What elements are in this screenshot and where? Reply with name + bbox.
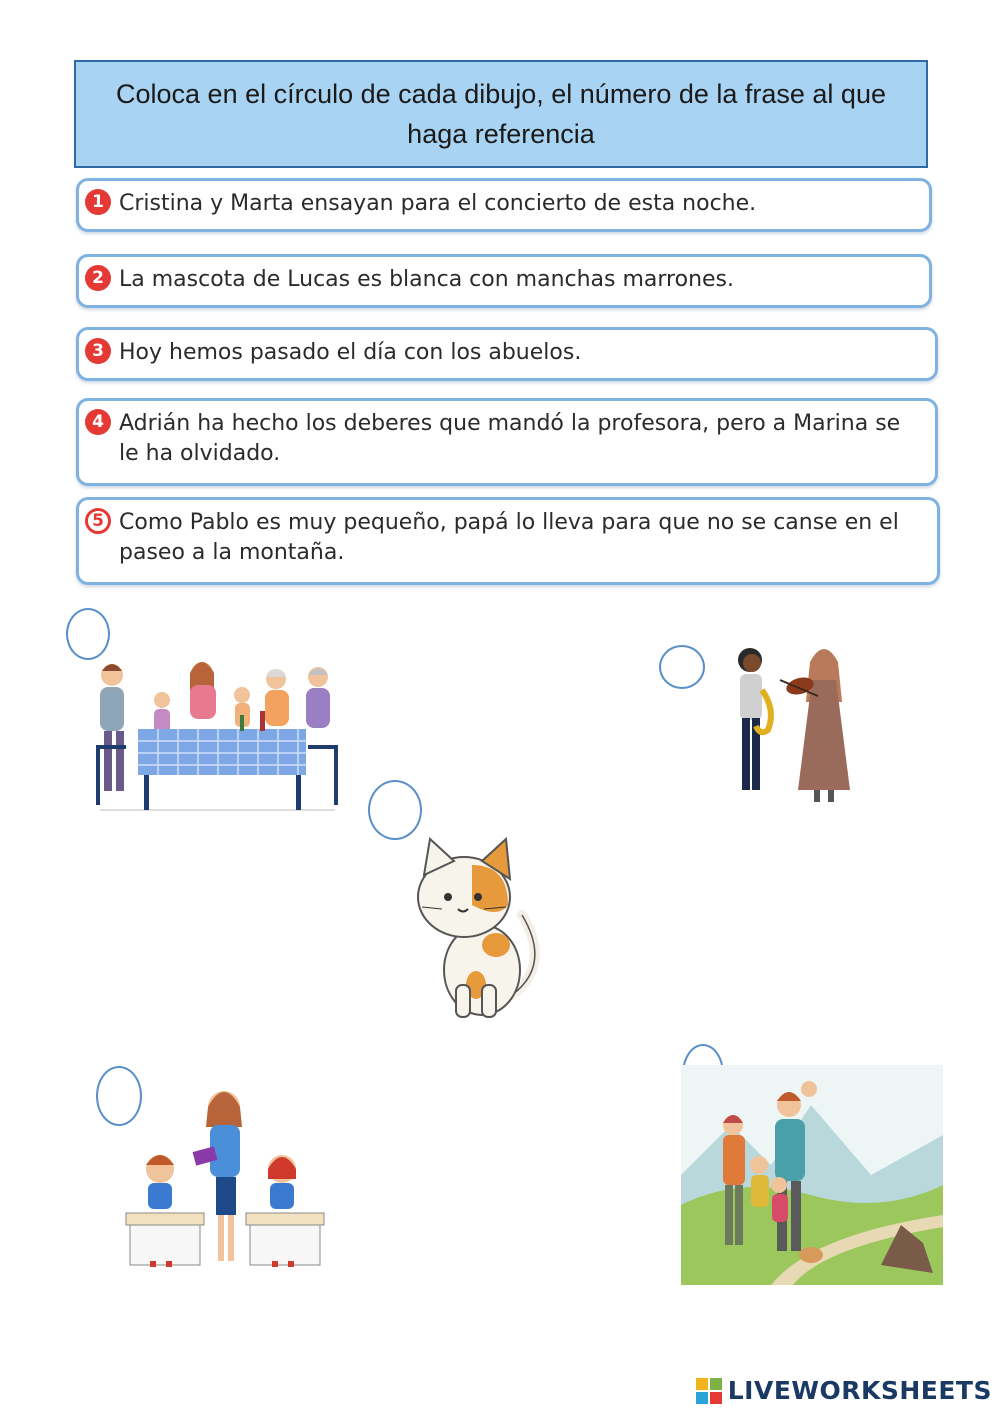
classroom-illustration: [122, 1085, 327, 1270]
sentence-box-1: [76, 178, 932, 232]
answer-circle-musicians[interactable]: [659, 645, 705, 689]
sentence-text-3: Hoy hemos pasado el día con los abuelos.: [119, 340, 582, 365]
answer-circle-cat[interactable]: [368, 780, 422, 840]
liveworksheets-logo: [696, 1376, 992, 1405]
cat-illustration: [412, 835, 547, 1020]
sentence-box-2: [76, 254, 932, 308]
family-hiking-illustration: [681, 1065, 943, 1285]
number-badge-2: 2: [85, 265, 111, 291]
number-badge-5: 5: [85, 508, 111, 534]
musicians-illustration: [722, 640, 862, 805]
number-badge-4: 4: [85, 409, 111, 435]
brand-name: LIVEWORKSHEETS: [727, 1376, 992, 1405]
sentence-text-2: La mascota de Lucas es blanca con manchas marrones.: [119, 267, 735, 292]
sentence-text-1: Cristina y Marta ensayan para el concierto de esta noche.: [119, 191, 757, 216]
instructions-text: Coloca en el círculo de cada dibujo, el número de la frase al que haga referencia: [116, 79, 886, 149]
number-badge-1: 1: [85, 189, 111, 215]
number-badge-3: 3: [85, 338, 111, 364]
sentence-text-4: Adrián ha hecho los deberes que mandó la profesora, pero a Marina se le ha olvidado.: [119, 411, 901, 466]
sentence-text-5: Como Pablo es muy pequeño, papá lo lleva para que no se canse en el paseo a la montaña.: [119, 510, 899, 565]
sentence-box-3: [76, 327, 938, 381]
liveworksheets-logo-icon: [696, 1378, 722, 1404]
family-dinner-illustration: [90, 655, 345, 815]
sentence-box-4: [76, 398, 938, 486]
sentence-box-5: [76, 497, 940, 585]
answer-circle-family-dinner[interactable]: [66, 608, 110, 660]
instructions-box: [74, 60, 928, 168]
